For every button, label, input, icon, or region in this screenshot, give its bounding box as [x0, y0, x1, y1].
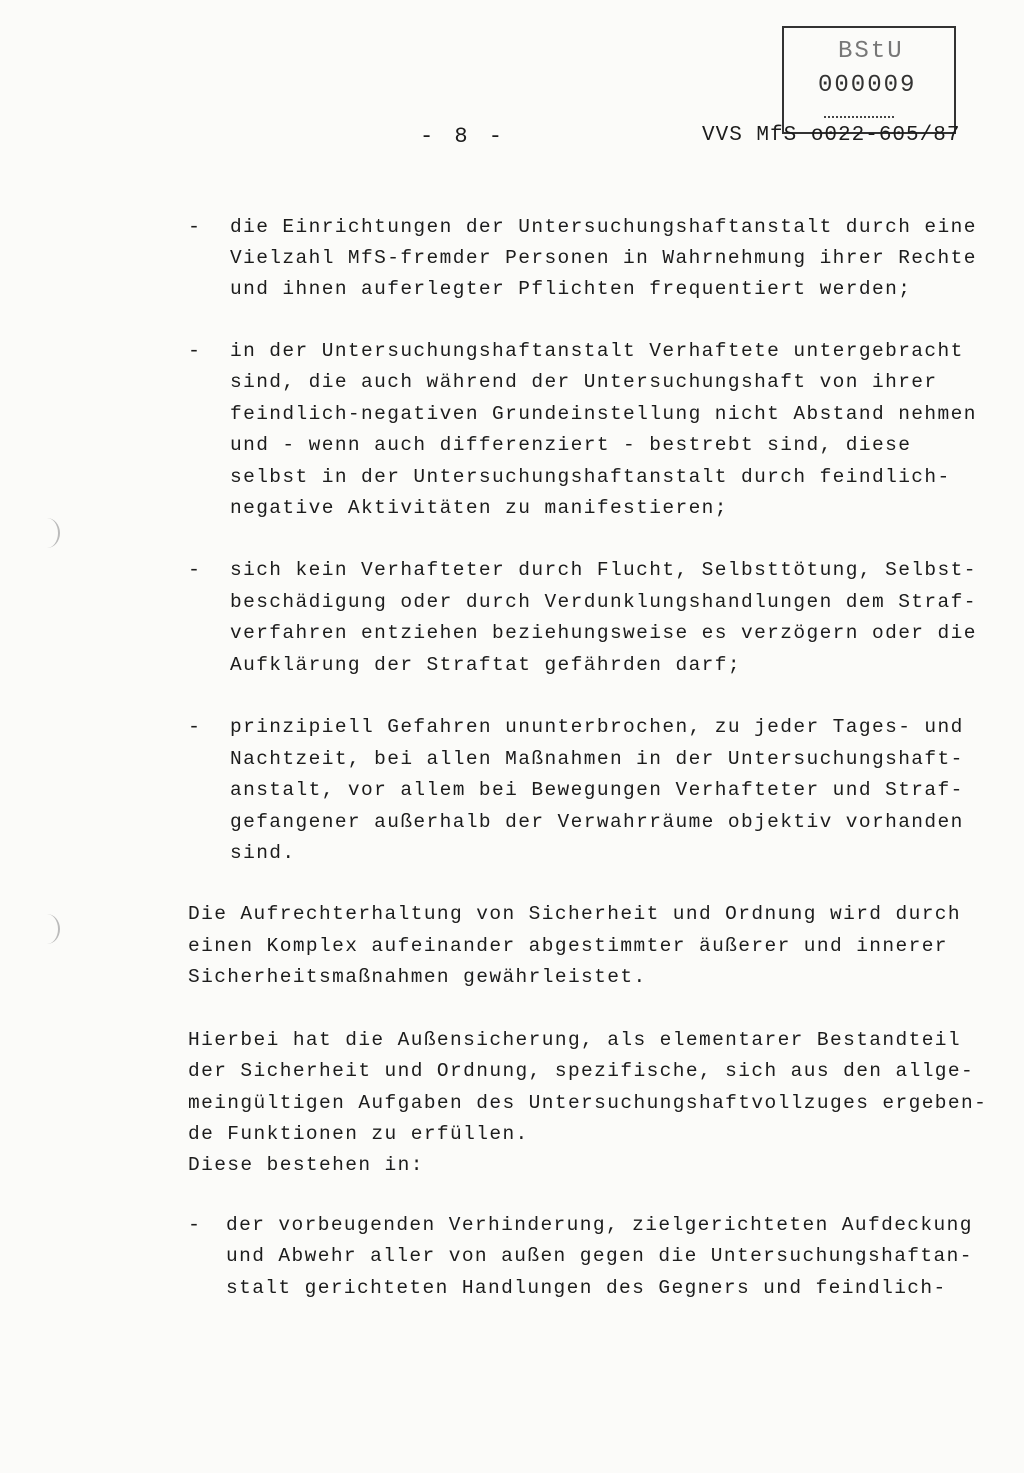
text-line: und ihnen auferlegter Pflichten frequentiert werden;	[230, 278, 912, 300]
bullet-dash: -	[188, 340, 201, 363]
text-line: anstalt, vor allem bei Bewegungen Verhafteter und Straf-	[230, 779, 964, 801]
bullet-dash: -	[188, 216, 201, 239]
text-line: sind, die auch während der Untersuchungshaft von ihrer	[230, 371, 938, 393]
text-line: stalt gerichteten Handlungen des Gegners und feindlich-	[226, 1277, 947, 1299]
text-line: und Abwehr aller von außen gegen die Untersuchungshaftan-	[226, 1245, 973, 1267]
text-line: selbst in der Untersuchungshaftanstalt durch feindlich-	[230, 466, 951, 488]
text-line: Hierbei hat die Außensicherung, als elementarer Bestandteil	[188, 1029, 962, 1051]
text-line: meingültigen Aufgaben des Untersuchungshaftvollzuges ergeben-	[188, 1092, 988, 1114]
page-number: - 8 -	[420, 124, 507, 149]
bullet-dash: -	[188, 1214, 201, 1237]
text-line: feindlich-negativen Grundeinstellung nicht Abstand nehmen	[230, 403, 977, 425]
text-line: beschädigung oder durch Verdunklungshandlungen dem Straf-	[230, 591, 977, 613]
text-line: Die Aufrechterhaltung von Sicherheit und Ordnung wird durch	[188, 903, 962, 925]
text-line: verfahren entziehen beziehungsweise es verzögern oder die	[230, 622, 977, 644]
bullet-dash: -	[188, 716, 201, 739]
text-line: negative Aktivitäten zu manifestieren;	[230, 497, 728, 519]
text-line: gefangener außerhalb der Verwahrräume objektiv vorhanden	[230, 811, 964, 833]
punch-hole-mark	[34, 914, 60, 944]
text-line: sich kein Verhafteter durch Flucht, Selbsttötung, Selbst-	[230, 559, 977, 581]
bullet-dash: -	[188, 559, 201, 582]
text-line: einen Komplex aufeinander abgestimmter äußerer und innerer	[188, 935, 948, 957]
stamp-signature	[824, 106, 894, 118]
text-line: Sicherheitsmaßnahmen gewährleistet.	[188, 966, 647, 988]
text-line: und - wenn auch differenziert - bestrebt sind, diese	[230, 434, 912, 456]
text-line: Aufklärung der Straftat gefährden darf;	[230, 654, 741, 676]
text-line: sind.	[230, 842, 296, 864]
text-line: die Einrichtungen der Untersuchungshaftanstalt durch eine	[230, 216, 977, 238]
archive-stamp	[782, 26, 956, 134]
text-line: de Funktionen zu erfüllen.	[188, 1123, 529, 1145]
text-line: Diese bestehen in:	[188, 1154, 424, 1176]
text-line: Nachtzeit, bei allen Maßnahmen in der Untersuchungshaft-	[230, 748, 964, 770]
stamp-number: 000009	[818, 72, 917, 99]
text-line: prinzipiell Gefahren ununterbrochen, zu jeder Tages- und	[230, 716, 964, 738]
document-reference: VVS MfS o022-605/87	[702, 124, 961, 147]
text-line: in der Untersuchungshaftanstalt Verhaftete untergebracht	[230, 340, 964, 362]
stamp-label: BStU	[838, 38, 904, 65]
text-line: der vorbeugenden Verhinderung, zielgerichteten Aufdeckung	[226, 1214, 973, 1236]
punch-hole-mark	[34, 518, 60, 548]
text-line: Vielzahl MfS-fremder Personen in Wahrnehmung ihrer Rechte	[230, 247, 977, 269]
text-line: der Sicherheit und Ordnung, spezifische, sich aus den allge-	[188, 1060, 975, 1082]
